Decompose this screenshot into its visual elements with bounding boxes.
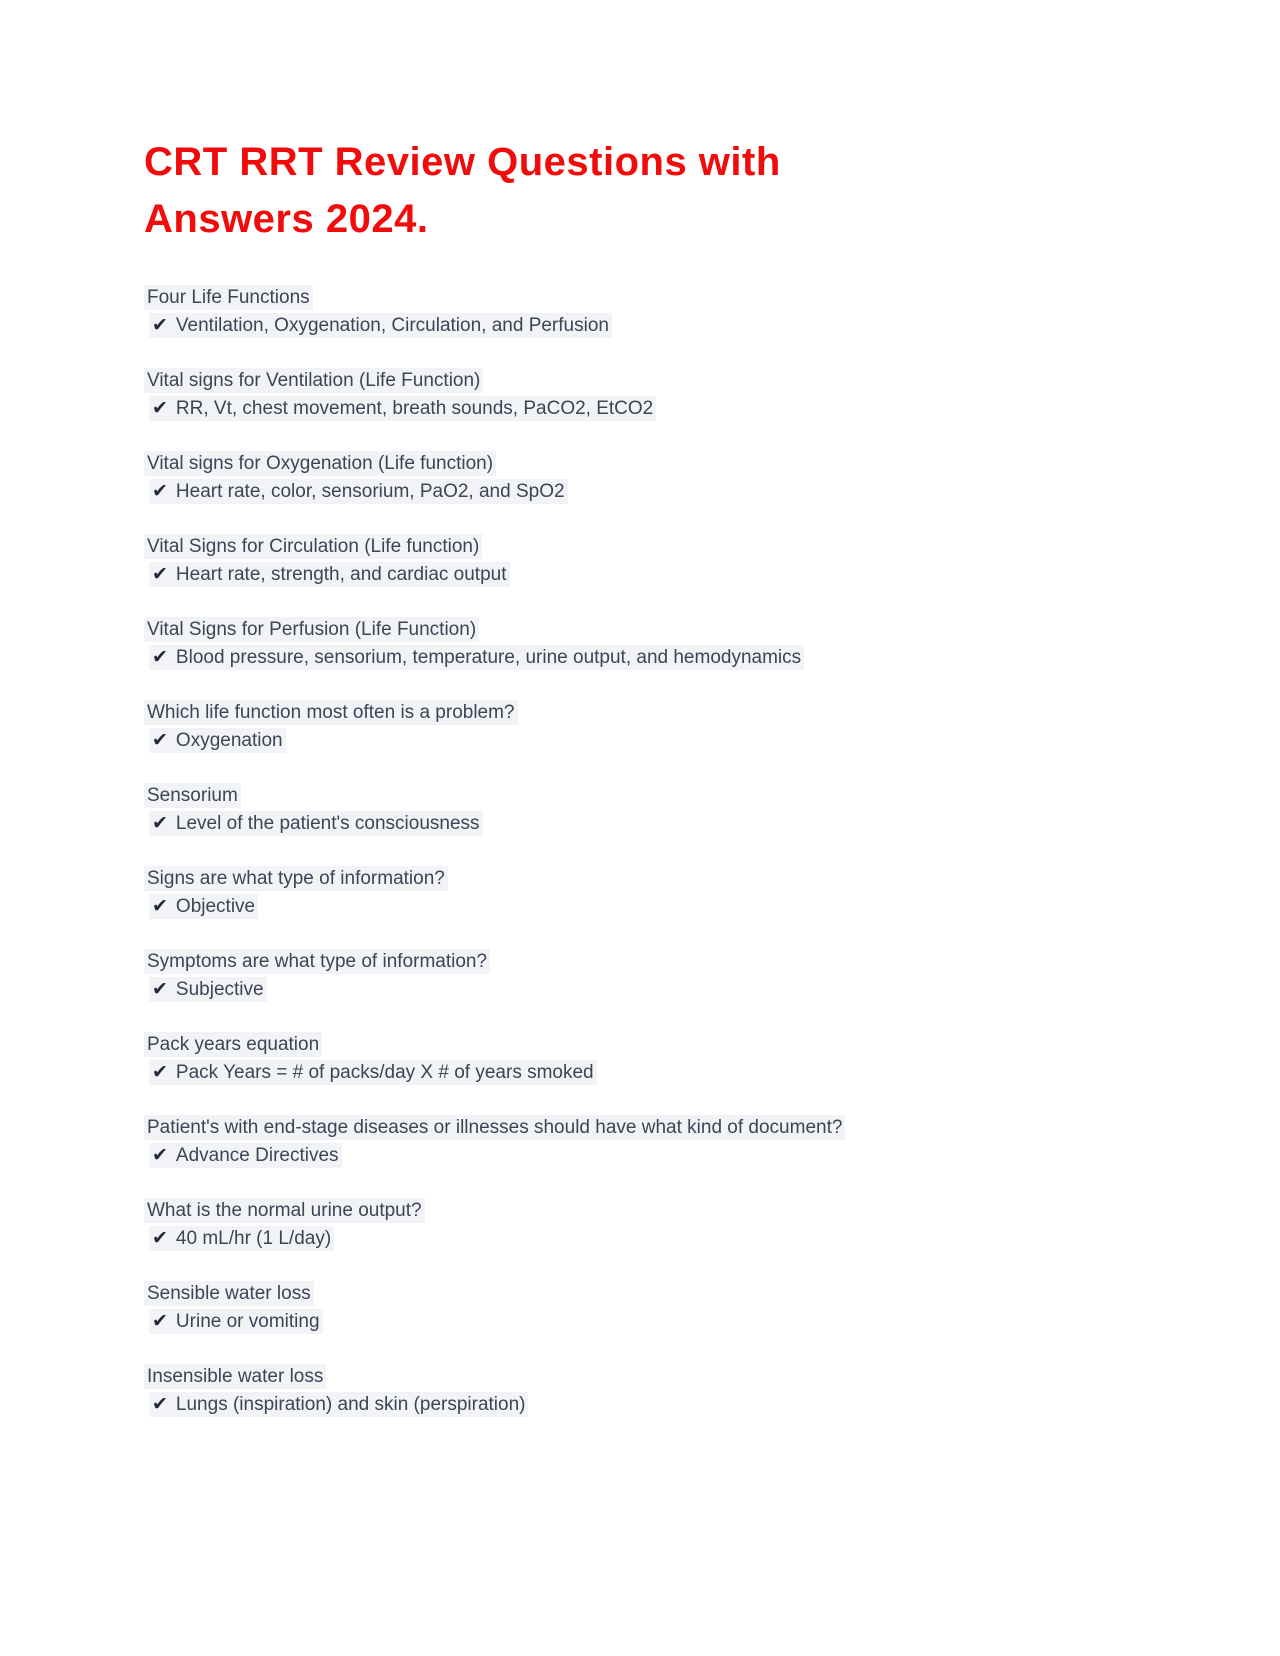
answer-line [149, 810, 1180, 838]
answer-text: Pack Years = # of packs/day X # of years smoked [175, 1062, 594, 1083]
question-text: Patient's with end-stage diseases or illnesses should have what kind of document? [144, 1115, 845, 1140]
answer-text: Heart rate, color, sensorium, PaO2, and SpO2 [175, 481, 565, 502]
answer-line [149, 727, 1180, 755]
answer-text: Objective [175, 896, 256, 917]
checkmark-icon: ✔ [152, 730, 168, 751]
question-text: Sensible water loss [144, 1281, 314, 1306]
question-line [144, 284, 1180, 312]
qa-block [144, 284, 1180, 340]
page-title [144, 134, 1180, 248]
qa-block [144, 1114, 1180, 1170]
checkmark-icon: ✔ [152, 315, 168, 336]
question-line [144, 616, 1180, 644]
page-title-line-1: CRT RRT Review Questions with [144, 140, 781, 184]
answer-line [149, 478, 1180, 506]
answer-text: Advance Directives [175, 1145, 339, 1166]
question-line [144, 782, 1180, 810]
qa-block [144, 450, 1180, 506]
checkmark-icon: ✔ [152, 896, 168, 917]
checkmark-icon: ✔ [152, 813, 168, 834]
question-text: Four Life Functions [144, 285, 313, 310]
answer-text: Lungs (inspiration) and skin (perspiration) [175, 1394, 526, 1415]
answer-text: Ventilation, Oxygenation, Circulation, and Perfusion [175, 315, 609, 336]
question-text: What is the normal urine output? [144, 1198, 425, 1223]
answer-text: Blood pressure, sensorium, temperature, urine output, and hemodynamics [175, 647, 802, 668]
question-line [144, 1197, 1180, 1225]
qa-block [144, 533, 1180, 589]
checkmark-icon: ✔ [152, 398, 168, 419]
answer-line [149, 1308, 1180, 1336]
question-line [144, 1114, 1180, 1142]
question-text: Sensorium [144, 783, 241, 808]
answer-text: RR, Vt, chest movement, breath sounds, PaCO2, EtCO2 [175, 398, 654, 419]
answer-line [149, 1391, 1180, 1419]
page-title-line-2: Answers 2024. [144, 197, 429, 241]
answer-line [149, 976, 1180, 1004]
question-text: Vital Signs for Perfusion (Life Function) [144, 617, 479, 642]
answer-text: Level of the patient's consciousness [175, 813, 480, 834]
answer-line [149, 1225, 1180, 1253]
question-line [144, 948, 1180, 976]
qa-block [144, 1197, 1180, 1253]
question-line [144, 450, 1180, 478]
qa-block [144, 1031, 1180, 1087]
question-line [144, 699, 1180, 727]
answer-text: 40 mL/hr (1 L/day) [175, 1228, 332, 1249]
question-line [144, 367, 1180, 395]
qa-block [144, 367, 1180, 423]
checkmark-icon: ✔ [152, 647, 168, 668]
checkmark-icon: ✔ [152, 1311, 168, 1332]
question-line [144, 533, 1180, 561]
qa-list [144, 284, 1180, 1419]
answer-text: Urine or vomiting [175, 1311, 320, 1332]
qa-block [144, 948, 1180, 1004]
question-text: Vital Signs for Circulation (Life function) [144, 534, 482, 559]
checkmark-icon: ✔ [152, 1228, 168, 1249]
checkmark-icon: ✔ [152, 481, 168, 502]
checkmark-icon: ✔ [152, 564, 168, 585]
qa-block [144, 1363, 1180, 1419]
question-text: Vital signs for Ventilation (Life Function) [144, 368, 483, 393]
question-line [144, 865, 1180, 893]
checkmark-icon: ✔ [152, 1145, 168, 1166]
answer-text: Subjective [175, 979, 264, 1000]
question-text: Vital signs for Oxygenation (Life function) [144, 451, 496, 476]
question-line [144, 1280, 1180, 1308]
answer-line [149, 1142, 1180, 1170]
answer-line [149, 893, 1180, 921]
checkmark-icon: ✔ [152, 979, 168, 1000]
question-text: Pack years equation [144, 1032, 322, 1057]
answer-line [149, 561, 1180, 589]
qa-block [144, 782, 1180, 838]
qa-block [144, 616, 1180, 672]
question-text: Symptoms are what type of information? [144, 949, 490, 974]
question-text: Insensible water loss [144, 1364, 326, 1389]
checkmark-icon: ✔ [152, 1394, 168, 1415]
qa-block [144, 699, 1180, 755]
answer-line [149, 312, 1180, 340]
question-line [144, 1363, 1180, 1391]
checkmark-icon: ✔ [152, 1062, 168, 1083]
answer-line [149, 1059, 1180, 1087]
qa-block [144, 1280, 1180, 1336]
qa-block [144, 865, 1180, 921]
question-line [144, 1031, 1180, 1059]
answer-line [149, 644, 1180, 672]
question-text: Which life function most often is a problem? [144, 700, 518, 725]
answer-text: Oxygenation [175, 730, 283, 751]
answer-line [149, 395, 1180, 423]
answer-text: Heart rate, strength, and cardiac output [175, 564, 507, 585]
question-text: Signs are what type of information? [144, 866, 448, 891]
